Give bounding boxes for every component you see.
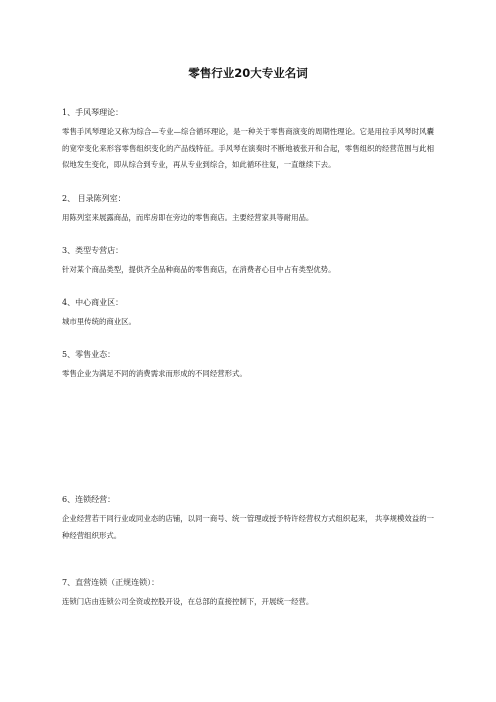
term-heading: 5、零售业态： — [62, 350, 116, 359]
term-section — [62, 577, 434, 611]
term-definition: 零售手风琴理论又称为综合—专业—综合循环理论，是一种关于零售商演变的周期性理论。它是用拉手风琴时风囊的宽窄变化来形容零售组织变化的产品线特征。手风琴在演奏时不断地被张开和合起，零售组织的经营范围与此相似地发生变化，即从综合到专业，再从专业到综合，如此循环往复，一直继续下去。 — [62, 127, 434, 169]
term-section — [62, 245, 434, 279]
term-definition: 城市里传统的商业区。 — [62, 317, 136, 326]
term-heading: 6、连锁经营： — [62, 495, 116, 504]
term-heading: 2、 目录陈列室： — [62, 194, 126, 203]
term-definition: 针对某个商品类型，提供齐全品种商品的零售商店，在消费者心目中占有类型优势。 — [62, 265, 336, 274]
term-definition: 零售企业为满足不同的消费需求而形成的不同经营形式。 — [62, 369, 247, 378]
term-section — [62, 349, 434, 383]
term-heading: 3、类型专营店： — [62, 246, 124, 255]
document-title: 零售行业20大专业名词 — [188, 66, 308, 80]
term-heading: 7、直营连锁（正规连锁）： — [62, 578, 160, 587]
term-section — [62, 494, 434, 544]
term-heading: 4、中心商业区： — [62, 298, 124, 307]
term-definition: 连锁门店由连锁公司全资或控股开设，在总部的直接控制下，开展统一经营。 — [62, 597, 314, 606]
term-section — [62, 297, 434, 331]
term-section — [62, 193, 434, 227]
term-definition: 企业经营若干同行业或同业态的店铺，以同一商号、统一管理或授予特许经营权方式组织起来， 共享规模效益的一种经营组织形式。 — [62, 514, 434, 540]
term-heading: 1、手风琴理论： — [62, 108, 124, 117]
term-definition: 用陈列室来展露商品，而库房即在旁边的零售商店。主要经营家具等耐用品。 — [62, 213, 314, 222]
term-section — [62, 107, 434, 174]
